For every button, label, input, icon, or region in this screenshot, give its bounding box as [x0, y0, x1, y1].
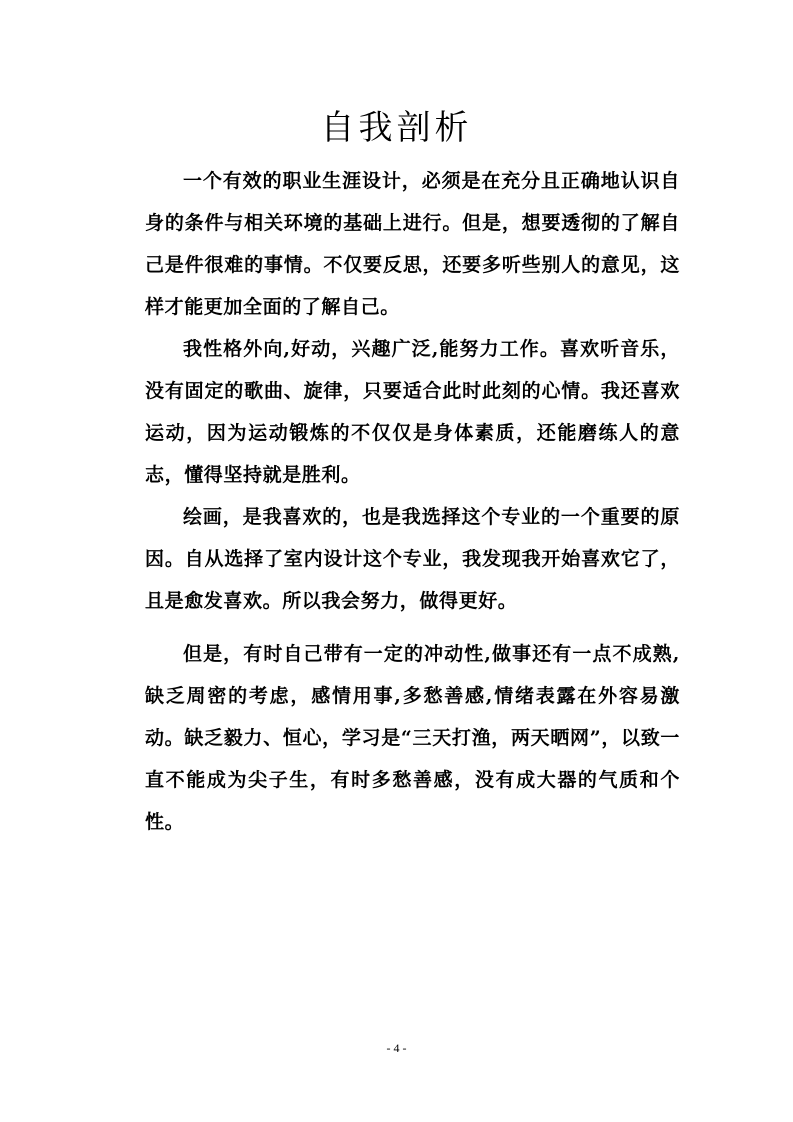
- paragraph-personality: 我性格外向,好动，兴趣广泛,能努力工作。喜欢听音乐，没有固定的歌曲、旋律，只要适合此时此刻的心情。我还喜欢运动，因为运动锻炼的不仅仅是身体素质，还能磨练人的意志，懂得坚持就是胜利。: [145, 338, 680, 486]
- paragraph-drawing: 绘画，是我喜欢的，也是我选择这个专业的一个重要的原因。自从选择了室内设计这个专业，我发现我开始喜欢它了，且是愈发喜欢。所以我会努力，做得更好。: [145, 506, 680, 612]
- page-title: 自我剖析: [320, 108, 473, 148]
- paragraph-career-planning: 一个有效的职业生涯设计，必须是在充分且正确地认识自身的条件与相关环境的基础上进行。但是，想要透彻的了解自己是件很难的事情。不仅要反思，还要多听些别人的意见，这样才能更加全面的了解自己。: [145, 170, 680, 318]
- paragraph-weaknesses: 但是，有时自己带有一定的冲动性,做事还有一点不成熟,缺乏周密的考虑，感情用事,多愁善感,情绪表露在外容易激动。缺乏毅力、恒心，学习是“三天打渔，两天晒网”，以致一直不能成为尖子生，有时多愁善感，没有成大器的气质和个性。: [145, 643, 680, 833]
- page-number: - 4 -: [386, 1041, 407, 1055]
- document-body: [145, 160, 680, 843]
